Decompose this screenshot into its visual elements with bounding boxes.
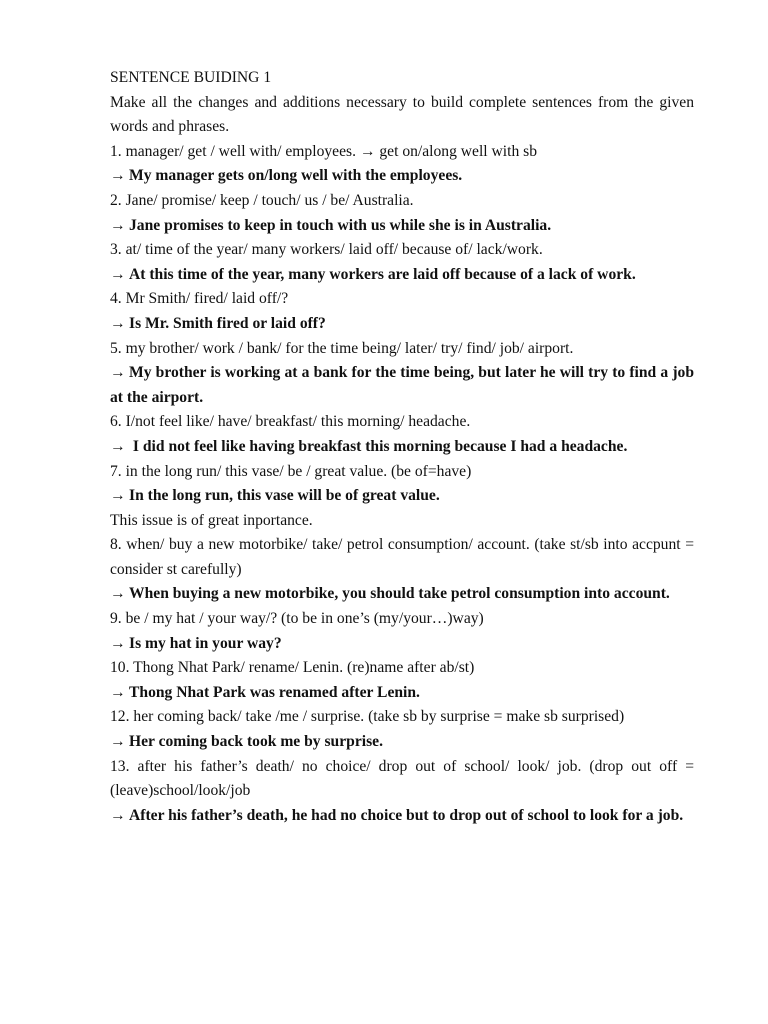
item-prompt: 4. Mr Smith/ fired/ laid off/?: [110, 290, 289, 308]
arrow-icon: →: [110, 437, 126, 455]
arrow-icon: →: [110, 733, 126, 751]
item-answer-text: My manager gets on/long well with the employees.: [129, 167, 463, 185]
arrow-icon: →: [110, 265, 126, 283]
item-answer-text: Thong Nhat Park was renamed after Lenin.: [129, 683, 420, 701]
arrow-icon: →: [110, 634, 126, 652]
item-answer: [110, 681, 694, 706]
item-prompt: 2. Jane/ promise/ keep / touch/ us / be/ Australia.: [110, 191, 414, 209]
item-answer-text: At this time of the year, many workers are laid off because of a lack of work.: [129, 265, 636, 283]
item-answer-text: After his father’s death, he had no choice but to drop out of school to look for a job.: [129, 806, 684, 824]
item-answer: [110, 361, 694, 410]
item-answer-text: Her coming back took me by surprise.: [129, 733, 383, 751]
arrow-icon: →: [110, 216, 126, 234]
item-answer: [110, 312, 694, 337]
item-prompt-note: get on/along well with sb: [379, 142, 538, 160]
item-answer: [110, 730, 694, 755]
item-prompt: 10. Thong Nhat Park/ rename/ Lenin. (re)name after ab/st): [110, 659, 475, 677]
item-answer: [110, 804, 694, 829]
instruction-text: Make all the changes and additions necessary to build complete sentences from the given words and phrases.: [110, 93, 694, 136]
item-prompt: 13. after his father’s death/ no choice/ drop out of school/ look/ job. (drop out off = (leave)school/look/job: [110, 757, 694, 800]
document-page: [110, 66, 694, 828]
item-extra-example: This issue is of great inportance.: [110, 511, 313, 529]
item-answer: [110, 582, 694, 607]
item-answer-text: Is Mr. Smith fired or laid off?: [129, 314, 326, 332]
item-prompt-text: 1. manager/ get / well with/ employees.: [110, 142, 356, 160]
item-answer: [110, 214, 694, 239]
item-answer-text: My brother is working at a bank for the time being, but later he will try to find a job at the airport.: [110, 364, 694, 406]
arrow-icon: →: [110, 806, 126, 824]
arrow-icon: →: [110, 585, 126, 603]
item-prompt: 7. in the long run/ this vase/ be / great value. (be of=have): [110, 462, 472, 480]
arrow-icon: →: [110, 314, 126, 332]
item-answer: [110, 484, 694, 509]
item-answer-text: Jane promises to keep in touch with us while she is in Australia.: [129, 216, 552, 234]
item-prompt: [110, 140, 694, 165]
arrow-icon: →: [110, 364, 126, 382]
item-prompt: 6. I/not feel like/ have/ breakfast/ this morning/ headache.: [110, 413, 471, 431]
item-answer: [110, 263, 694, 288]
item-prompt: 5. my brother/ work / bank/ for the time being/ later/ try/ find/ job/ airport.: [110, 339, 574, 357]
item-answer-text: Is my hat in your way?: [129, 634, 282, 652]
item-prompt: 12. her coming back/ take /me / surprise. (take sb by surprise = make sb surprised): [110, 708, 625, 726]
item-prompt: 8. when/ buy a new motorbike/ take/ petrol consumption/ account. (take st/sb into accpunt = consider st carefully): [110, 536, 694, 578]
arrow-icon: →: [110, 487, 126, 505]
arrow-icon: →: [110, 683, 126, 701]
item-answer-text: In the long run, this vase will be of great value.: [129, 487, 440, 505]
item-answer-text: When buying a new motorbike, you should take petrol consumption into account.: [129, 585, 670, 603]
document-title: SENTENCE BUIDING 1: [110, 69, 272, 86]
item-prompt: 9. be / my hat / your way/? (to be in one’s (my/your…)way): [110, 610, 484, 628]
arrow-icon: →: [110, 167, 126, 185]
item-answer: [110, 164, 694, 189]
arrow-icon: →: [359, 142, 376, 160]
item-answer-text: I did not feel like having breakfast this morning because I had a headache.: [129, 437, 628, 455]
item-answer: [110, 632, 694, 657]
item-answer: [110, 435, 694, 460]
item-prompt: 3. at/ time of the year/ many workers/ laid off/ because of/ lack/work.: [110, 241, 543, 259]
